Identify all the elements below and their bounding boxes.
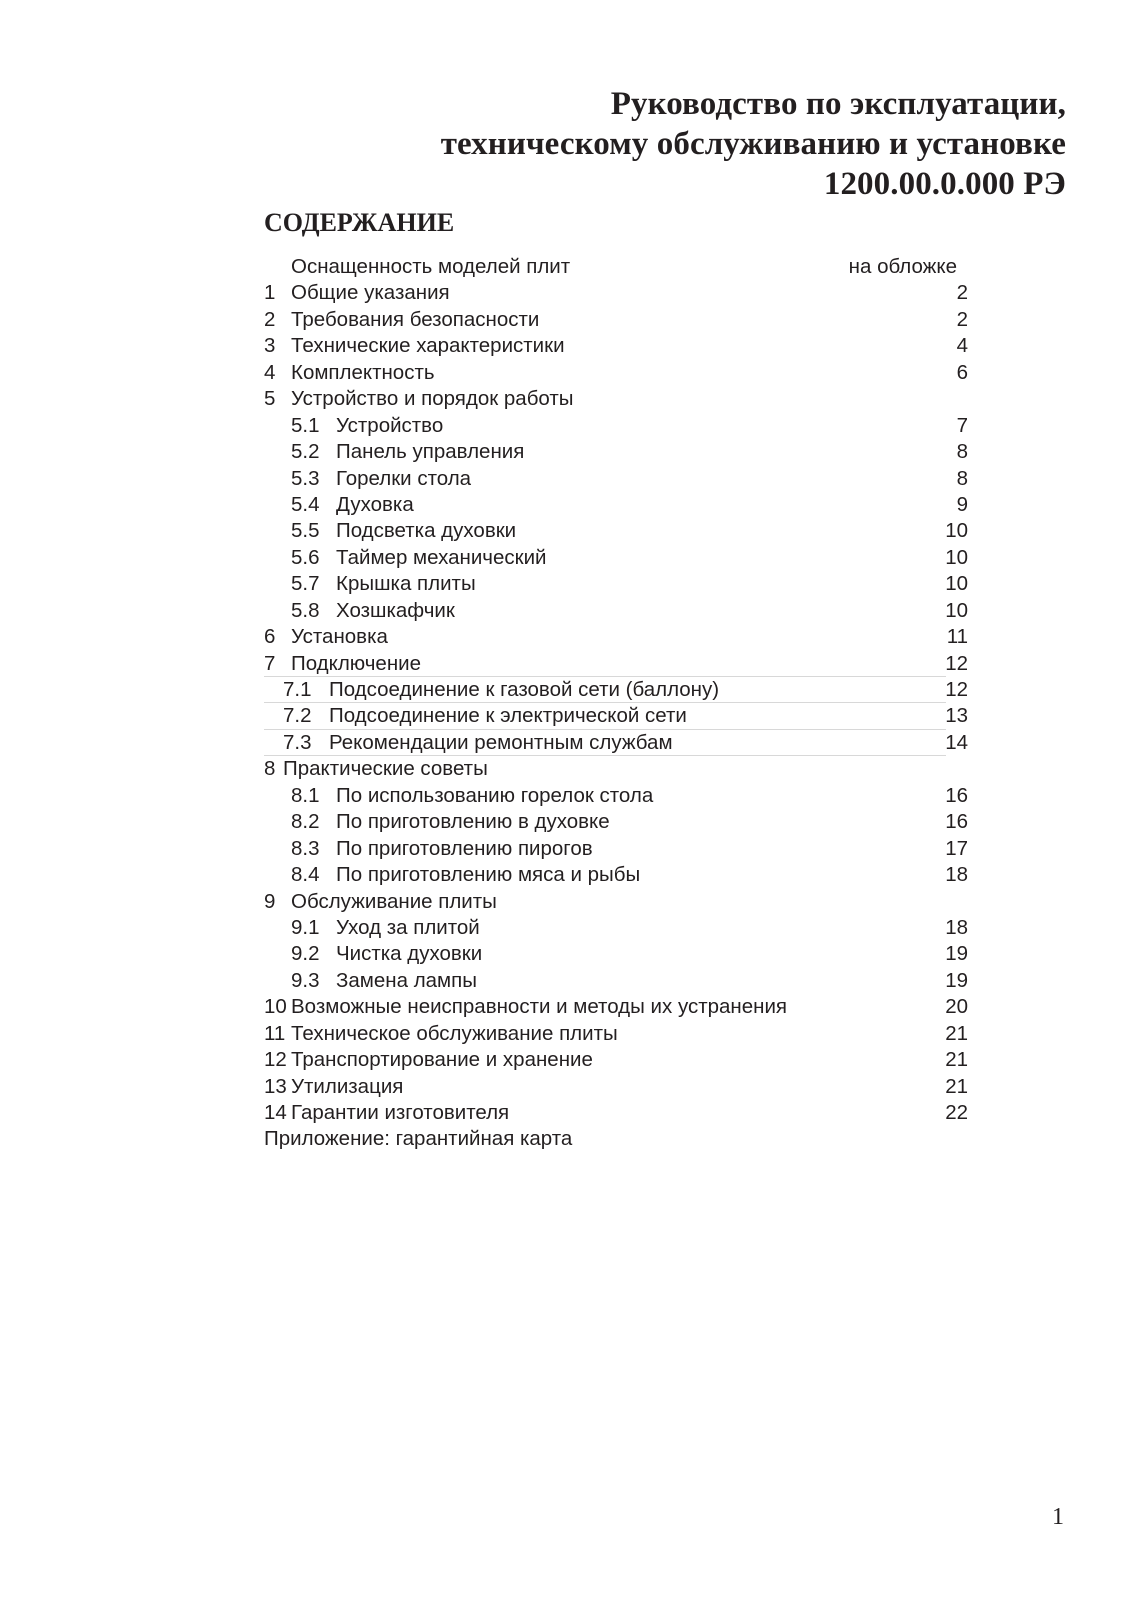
- toc-entry-number: 5.6: [291, 545, 320, 569]
- toc-entry-title: Обслуживание плиты: [291, 889, 497, 913]
- toc-entry-number: 5.3: [291, 466, 320, 490]
- toc-entry-title: Чистка духовки: [336, 942, 483, 966]
- toc-entry: [264, 651, 984, 677]
- toc-entry-title: Возможные неисправности и методы их устранения: [291, 995, 788, 1019]
- toc-entry: [264, 413, 984, 439]
- toc-entry: [264, 624, 984, 650]
- toc-entry-number: 8.3: [291, 836, 320, 860]
- toc-entry-title: Духовка: [336, 492, 414, 516]
- toc-entry-title: Устройство: [336, 413, 444, 437]
- toc-entry-title: По приготовлению пирогов: [336, 836, 593, 860]
- toc-entry-number: 4: [264, 360, 276, 384]
- toc-entry-title: Подсоединение к электрической сети: [329, 704, 687, 728]
- toc-entry-page: 16: [945, 810, 968, 834]
- toc-entry-title: Замена лампы: [336, 968, 477, 992]
- toc-entry: [264, 545, 984, 571]
- toc-entry-title: Устройство и порядок работы: [291, 387, 574, 411]
- page-number: 1: [1052, 1504, 1064, 1530]
- toc-entry-title: Транспортирование и хранение: [291, 1048, 593, 1072]
- toc-entry: [264, 386, 984, 412]
- toc-entry-title: Рекомендации ремонтным службам: [329, 730, 673, 754]
- toc-entry: [264, 889, 984, 915]
- toc-entry-number: 6: [264, 625, 276, 649]
- toc-entry-title: Технические характеристики: [291, 334, 565, 358]
- toc-entry-number: 1: [264, 281, 276, 305]
- toc-entry-page: 13: [945, 704, 968, 728]
- toc-entry-number: 5: [264, 387, 276, 411]
- toc-entry-page: 11: [946, 625, 968, 649]
- toc-entry-number: 5.8: [291, 598, 320, 622]
- toc-entry-title: Горелки стола: [336, 466, 472, 490]
- toc-entry-title: Крышка плиты: [336, 572, 476, 596]
- toc-entry: [264, 941, 984, 967]
- toc-entry-page: 22: [945, 1101, 968, 1124]
- toc-entry: [264, 1126, 984, 1152]
- toc-entry-page: 12: [945, 678, 968, 701]
- toc-entry-title: Общие указания: [291, 281, 450, 305]
- toc-entry-page: 17: [945, 836, 968, 860]
- toc-entry-number: 5.1: [291, 413, 320, 437]
- toc-entry: [264, 915, 984, 941]
- toc-entry-number: 10: [264, 995, 287, 1019]
- toc-entry-page: 14: [945, 730, 968, 754]
- toc-entry-page: 20: [945, 995, 968, 1019]
- toc-entry: [264, 1021, 984, 1047]
- toc-entry-title: Приложение: гарантийная карта: [264, 1127, 573, 1151]
- document-title: [306, 84, 1066, 204]
- toc-entry-title: Оснащенность моделей плит: [291, 255, 571, 278]
- contents-heading: СОДЕРЖАНИЕ: [264, 208, 455, 237]
- toc-entry-page: 8: [956, 440, 968, 464]
- toc-entry-title: Уход за плитой: [336, 915, 480, 939]
- toc-entry: [264, 994, 984, 1020]
- toc-entry-number: 5.5: [291, 519, 320, 543]
- toc-entry-number: 3: [264, 334, 276, 358]
- toc-entry-page: 21: [945, 1074, 968, 1098]
- toc-entry-page: 10: [945, 572, 968, 596]
- toc-entry-number: 9.2: [291, 942, 320, 966]
- toc-entry-title: Установка: [291, 625, 388, 649]
- toc-entry-number: 7: [264, 651, 276, 675]
- toc-entry: [264, 254, 984, 280]
- toc-entry-title: По использованию горелок стола: [336, 783, 654, 807]
- toc-entry-number: 7.1: [283, 678, 312, 701]
- toc-entry: [264, 280, 984, 306]
- toc-entry-page: 8: [956, 466, 968, 490]
- toc-entry-page: 9: [956, 492, 968, 516]
- toc-entry: [264, 756, 984, 782]
- toc-entry-title: Утилизация: [291, 1074, 404, 1098]
- toc-entry-number: 12: [264, 1048, 287, 1072]
- toc-entry-title: Подсветка духовки: [336, 519, 517, 543]
- toc-entry-title: Таймер механический: [336, 545, 547, 569]
- table-of-contents: [264, 254, 984, 1153]
- toc-entry-title: По приготовлению мяса и рыбы: [336, 863, 641, 887]
- toc-entry-page: 19: [945, 968, 968, 992]
- toc-entry: [264, 703, 984, 729]
- toc-entry: [264, 809, 984, 835]
- toc-entry-title: Комплектность: [291, 360, 435, 384]
- toc-entry: [264, 439, 984, 465]
- toc-entry-number: 14: [264, 1101, 287, 1124]
- toc-entry-number: 5.7: [291, 572, 320, 596]
- toc-entry: [264, 677, 984, 703]
- toc-entry-page: 4: [956, 334, 968, 358]
- toc-entry-title: Практические советы: [283, 757, 488, 781]
- toc-entry-page: 21: [945, 1048, 968, 1072]
- toc-entry-page: 2: [956, 281, 968, 305]
- title-line-1: Руководство по эксплуатации,: [610, 86, 1066, 122]
- toc-entry-title: Хозшкафчик: [336, 598, 455, 622]
- toc-entry-page: 21: [945, 1021, 968, 1045]
- toc-entry-page: 10: [945, 519, 968, 543]
- toc-entry: [264, 730, 984, 756]
- toc-entry-number: 2: [264, 307, 276, 331]
- toc-entry: [264, 333, 984, 359]
- toc-entry-number: 5.2: [291, 440, 320, 464]
- toc-entry-page: 2: [956, 307, 968, 331]
- toc-entry-page: 12: [945, 651, 968, 675]
- toc-entry-number: 7.3: [283, 730, 312, 754]
- toc-entry-number: 8.1: [291, 783, 320, 807]
- toc-entry: [264, 360, 984, 386]
- toc-entry: [264, 598, 984, 624]
- toc-entry-page: 10: [945, 545, 968, 569]
- title-line-2: техническому обслуживанию и установке: [440, 126, 1066, 162]
- toc-entry: [264, 783, 984, 809]
- toc-entry: [264, 518, 984, 544]
- toc-entry-number: 13: [264, 1074, 287, 1098]
- toc-entry: [264, 571, 984, 597]
- toc-entry-page: 18: [945, 863, 968, 887]
- toc-entry-page: 16: [945, 783, 968, 807]
- toc-entry: [264, 307, 984, 333]
- toc-entry: [264, 1047, 984, 1073]
- toc-entry-title: Требования безопасности: [291, 307, 540, 331]
- toc-entry: [264, 466, 984, 492]
- toc-entry-page: 6: [956, 360, 968, 384]
- toc-entry-number: 8.4: [291, 863, 320, 887]
- toc-entry-number: 11: [264, 1021, 286, 1045]
- toc-entry-title: Техническое обслуживание плиты: [291, 1021, 618, 1045]
- toc-entry-number: 8.2: [291, 810, 320, 834]
- toc-entry-number: 9.1: [291, 915, 320, 939]
- toc-entry-page: 7: [956, 413, 968, 437]
- toc-entry-title: По приготовлению в духовке: [336, 810, 610, 834]
- toc-entry: [264, 1074, 984, 1100]
- toc-entry: [264, 492, 984, 518]
- toc-entry-page: 10: [945, 598, 968, 622]
- toc-entry: [264, 1100, 984, 1126]
- toc-entry-page: 18: [945, 915, 968, 939]
- title-line-3: 1200.00.0.000 РЭ: [823, 166, 1066, 202]
- toc-entry-number: 9: [264, 889, 276, 913]
- toc-entry: [264, 836, 984, 862]
- toc-entry-number: 8: [264, 757, 276, 781]
- toc-entry-title: Панель управления: [336, 440, 525, 464]
- toc-entry-page: на обложке: [848, 255, 957, 278]
- toc-entry-title: Гарантии изготовителя: [291, 1101, 510, 1124]
- toc-entry: [264, 862, 984, 888]
- toc-entry-title: Подключение: [291, 651, 421, 675]
- toc-entry-page: 19: [945, 942, 968, 966]
- toc-entry-number: 5.4: [291, 492, 320, 516]
- toc-entry: [264, 968, 984, 994]
- toc-entry-number: 7.2: [283, 704, 312, 728]
- toc-entry-number: 9.3: [291, 968, 320, 992]
- toc-entry-title: Подсоединение к газовой сети (баллону): [329, 678, 720, 701]
